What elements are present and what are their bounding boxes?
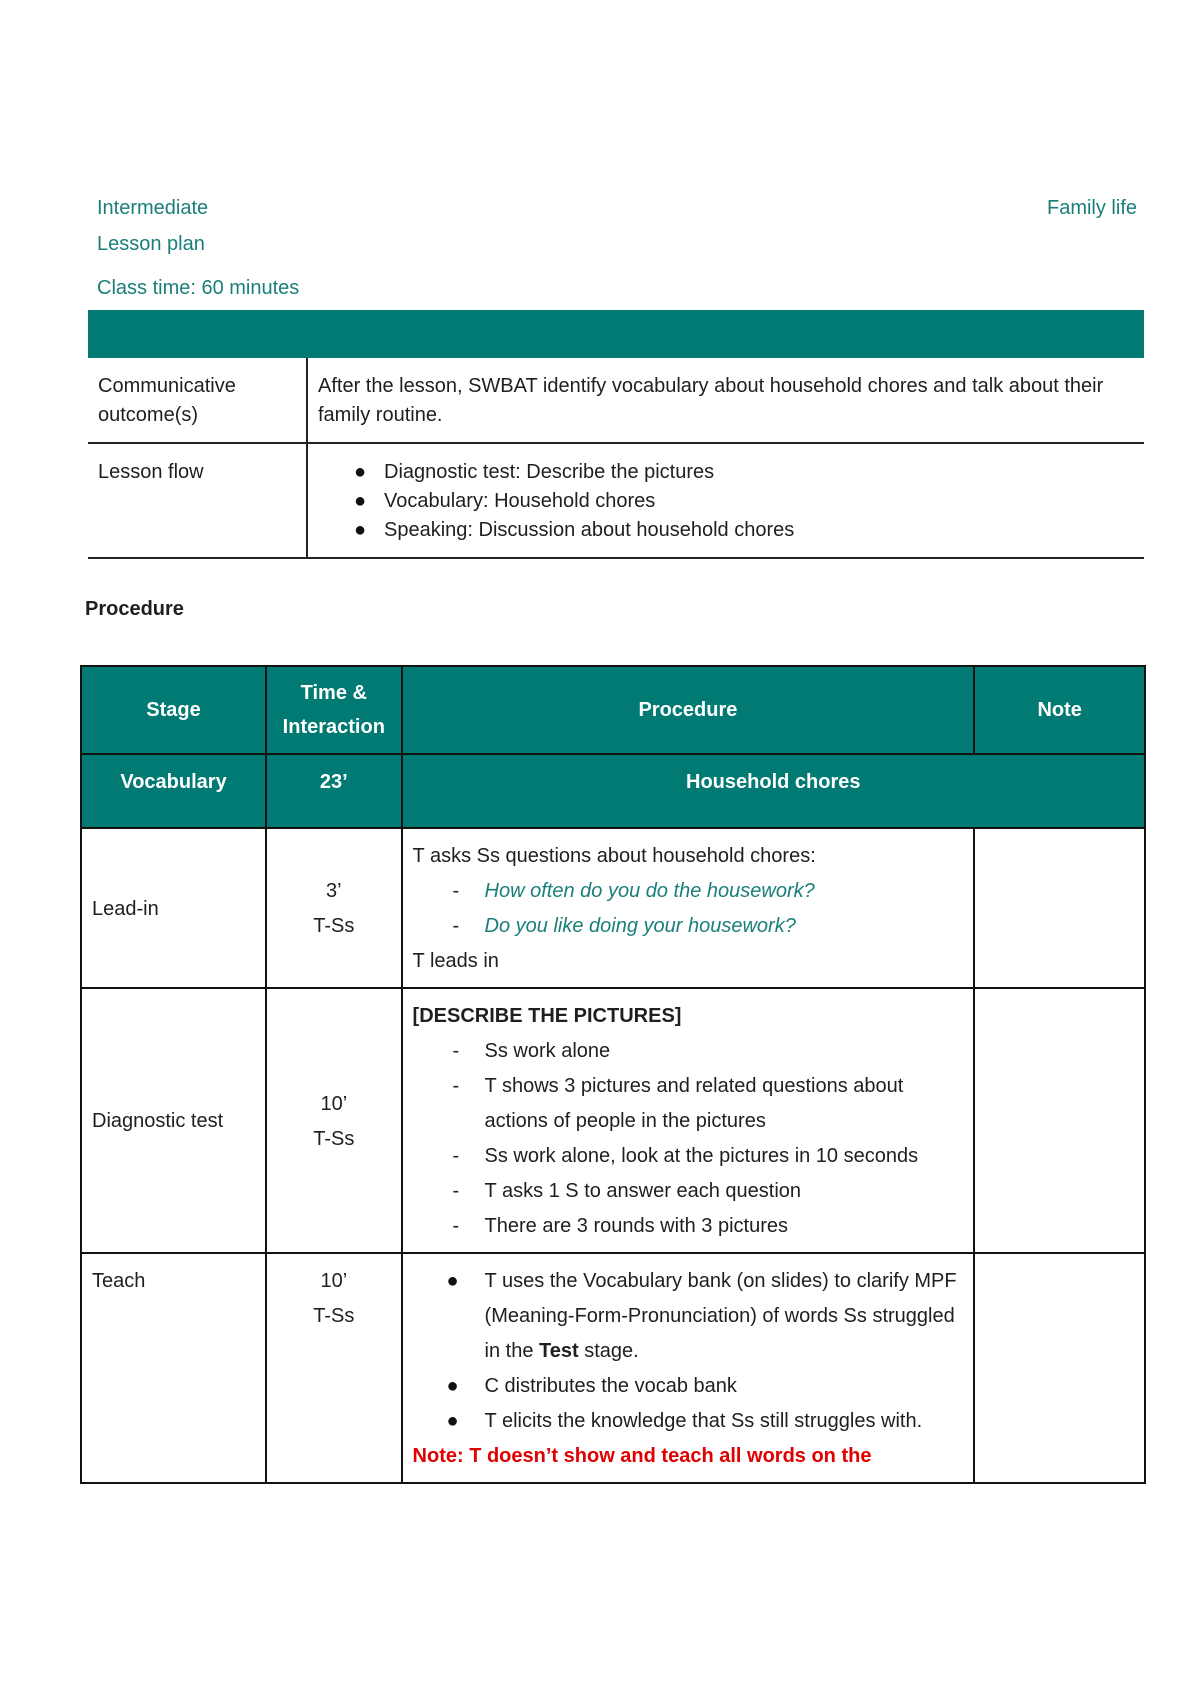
teach-item-bold: Test xyxy=(539,1340,579,1362)
time-cell xyxy=(266,988,401,1253)
flow-list-cell xyxy=(307,443,1144,558)
note-cell xyxy=(974,828,1145,988)
info-banner xyxy=(88,310,1144,358)
note-cell xyxy=(974,988,1145,1253)
list-item: ● T elicits the knowledge that Ss still struggles with. xyxy=(485,1404,964,1439)
procedure-cell xyxy=(402,1253,975,1483)
question-text: Do you like doing your housework? xyxy=(484,915,796,937)
topic-label: Family life xyxy=(1046,197,1137,219)
interaction-value: T-Ss xyxy=(313,1305,355,1327)
interaction-value: T-Ss xyxy=(313,915,355,937)
header-note: Note xyxy=(974,666,1145,754)
table-row xyxy=(81,1253,1145,1483)
time-value: 10’ xyxy=(320,1270,348,1292)
level-label: Intermediate xyxy=(97,197,209,219)
header-procedure: Procedure xyxy=(402,666,975,754)
stage-cell: Diagnostic test xyxy=(81,988,266,1253)
flow-label: Lesson flow xyxy=(88,443,307,558)
table-row xyxy=(81,828,1145,988)
procedure-heading: [DESCRIBE THE PICTURES] xyxy=(412,1005,682,1027)
list-item: - Ss work alone xyxy=(485,1034,964,1069)
list-item: - There are 3 rounds with 3 pictures xyxy=(485,1209,964,1244)
flow-item: ● Vocabulary: Household chores xyxy=(360,487,1134,516)
list-item: - T asks 1 S to answer each question xyxy=(485,1174,964,1209)
outcome-text: After the lesson, SWBAT identify vocabulary about household chores and talk about their family routine. xyxy=(318,375,1104,426)
time-cell xyxy=(266,828,401,988)
class-time-label: Class time: 60 minutes xyxy=(97,277,300,299)
stage-cell: Lead-in xyxy=(81,828,266,988)
procedure-cell xyxy=(402,828,975,988)
procedure-intro: T asks Ss questions about household chores: xyxy=(412,845,816,867)
section-stage: Vocabulary xyxy=(81,754,266,828)
teach-note: Note: T doesn’t show and teach all words on the xyxy=(412,1445,872,1467)
teach-item-text: T uses the Vocabulary bank (on slides) to clarify MPF (Meaning-Form-Pronunciation) of words Ss struggled in the xyxy=(484,1270,957,1362)
time-cell xyxy=(266,1253,401,1483)
teach-item-text-end: stage. xyxy=(578,1340,639,1362)
flow-item: ● Diagnostic test: Describe the pictures xyxy=(360,458,1134,487)
doc-type-label: Lesson plan xyxy=(97,233,205,255)
list-item xyxy=(485,1264,964,1369)
section-row xyxy=(81,754,1145,828)
question-text: How often do you do the housework? xyxy=(484,880,815,902)
list-item: - Ss work alone, look at the pictures in 10 seconds xyxy=(485,1139,964,1174)
step-list xyxy=(413,1034,964,1244)
stage-cell: Teach xyxy=(81,1253,266,1483)
procedure-header-row xyxy=(81,666,1145,754)
header-time: Time & Interaction xyxy=(266,666,401,754)
procedure-table xyxy=(80,665,1146,1484)
section-time: 23’ xyxy=(266,754,401,828)
section-title: Household chores xyxy=(402,754,1145,828)
list-item xyxy=(485,909,964,944)
list-item: ● C distributes the vocab bank xyxy=(485,1369,964,1404)
flow-row xyxy=(88,443,1144,558)
outcome-label: Communicative outcome(s) xyxy=(88,358,307,443)
time-value: 10’ xyxy=(320,1092,348,1115)
outcome-row xyxy=(88,358,1144,443)
time-value: 3’ xyxy=(326,880,342,902)
note-cell xyxy=(974,1253,1145,1483)
flow-item: ● Speaking: Discussion about household chores xyxy=(360,516,1134,545)
document-header xyxy=(97,190,1137,306)
procedure-outro: T leads in xyxy=(412,950,499,972)
flow-list xyxy=(318,458,1134,545)
interaction-value: T-Ss xyxy=(313,1127,355,1150)
header-stage: Stage xyxy=(81,666,266,754)
list-item xyxy=(485,874,964,909)
list-item: - T shows 3 pictures and related questions about actions of people in the pictures xyxy=(485,1069,964,1139)
question-list xyxy=(413,874,964,944)
table-row xyxy=(81,988,1145,1253)
procedure-cell xyxy=(402,988,975,1253)
lesson-info-table xyxy=(88,310,1144,559)
teach-list xyxy=(413,1264,964,1439)
procedure-title: Procedure xyxy=(85,598,184,620)
